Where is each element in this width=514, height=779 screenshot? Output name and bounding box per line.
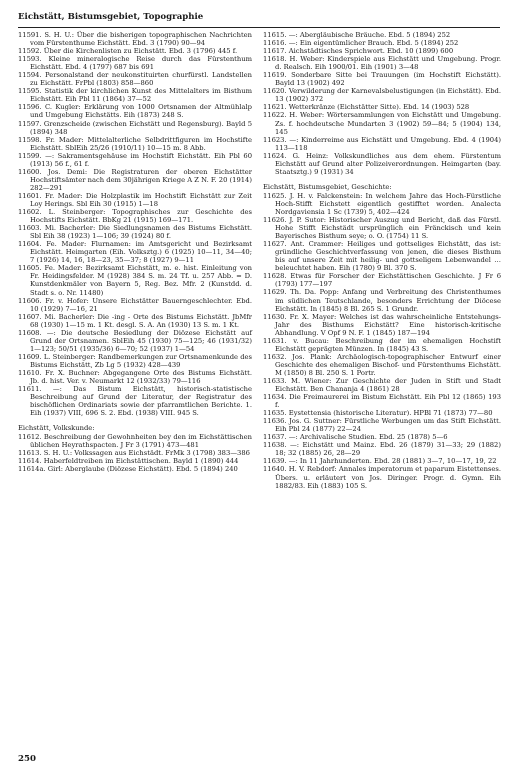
bibliography-entry: 11599. —: Sakramentsgehäuse im Hochstift Eichstätt. Eih Pbl 60 (1913) 56 f., 61 f. (18, 151, 252, 168)
bibliography-entry: 11610. Fr. X. Buchner: Abgegangene Orte des Bistums Eichstätt. Jb. d. hist. Ver. v. Neumarkt 12 (1932/33) 79—116 (18, 368, 252, 386)
bibliography-entry: 11632. Jos. Plank: Archäologisch-topographischer Entwurf einer Geschichte des ehemaligen Bischof- und Fürstenthums Eichstätt. M (1850) 8 Bl. 250 S. 1 Portr. (263, 352, 501, 377)
bibliography-entry: 11619. Sonderbare Sitte bei Trauungen (im Hochstift Eichstätt). Bayld 13 (1902) 492 (263, 71, 501, 88)
bibliography-entry: 11618. H. Weber: Kinderspiele aus Eichstätt und Umgebung. Progr. d. Realsch. Eih 1900/01. Eih (1901) 3—48 (263, 55, 501, 72)
bibliography-entry: 11615. —: Abergläubische Bräuche. Ebd. 5 (1894) 252 (263, 31, 451, 39)
bibliography-entry: 11595. Statistik der kirchlichen Kunst des Mittelalters im Bisthum Eichstätt. Eih Pbl 11 (1864) 37—52 (18, 87, 252, 104)
left-column (18, 31, 252, 474)
bibliography-entry: 11596. C. Kugler: Erklärung von 1000 Ortsnamen der Altmühlalp und Umgebung Eichstätts. Eih (1873) 248 S. (18, 103, 252, 120)
bibliography-entry: 11598. Fr. Mader: Mittelalterliche Selbdrittfiguren im Hochstifte Eichstätt. SblEih 25/26 (1910/11) 10—15 m. 8 Abb. (18, 135, 252, 152)
header-rule (18, 27, 500, 28)
bibliography-entry: 11638. —: Eichstätt und Mainz. Ebd. 26 (1879) 31—33; 29 (1882) 18; 32 (1885) 26, 28—29 (263, 441, 501, 458)
running-header: Eichstätt, Bistumsgebiet, Topographie (18, 12, 204, 22)
bibliography-entry: 11608. —: Die deutsche Besiedlung der Diözese Eichstätt auf Grund der Ortsnamen. SblEih 45 (1930) 75—125; 46 (1931/32) 1—123; 50/51 (1935/36) 6—70; 52 (1937) 1—54 (18, 328, 252, 353)
right-entry-list-2 (263, 192, 501, 490)
bibliography-entry: 11592. Über die Kirchenlisten zu Eichstätt. Ebd. 3 (1796) 445 f. (18, 47, 238, 56)
right-entry-list (263, 31, 501, 176)
bibliography-entry: 11603. Mi. Bacherler: Die Siedlungsnamen des Bistums Eichstätt. Sbl Eih 38 (1923) 1—106; 39 (1924) 80 f. (18, 224, 252, 241)
bibliography-entry: 11605. Fe. Mader: Bezirksamt Eichstätt, m. e. hist. Einleitung von Fr. Heidingsfelder. M (1928) 384 S. m. 24 Tf. u. 257 Abb. = D. Kunstdenkmäler von Bayern 5, Reg. Bez. Mfr. 2 (Kunstdd. d. Stadt s. o. Nr. 11480) (18, 264, 252, 297)
right-column (263, 31, 501, 490)
bibliography-entry: 11609. L. Steinberger: Randbemerkungen zur Ortsnamenkunde des Bistums Eichstätt, Zb Lg 5 (1932) 428—439 (18, 352, 252, 369)
bibliography-entry: 11617. Aichstädtisches Sprichwort. Ebd. 10 (1899) 600 (263, 47, 454, 56)
bibliography-entry: 11614. Haberfeldtreiben im Eichstättischen. Bayld 1 (1890) 444 (18, 457, 239, 466)
bibliography-entry: 11594. Personalstand der neukonstituirten churfürstl. Landstellen zu Eichstätt. FrPbl (1803) 858—860 (18, 71, 252, 88)
bibliography-entry: 11597. Grenzscheide (zwischen Eichstätt und Regensburg). Bayld 5 (1894) 348 (18, 119, 252, 136)
bibliography-entry: 11626. J. P. Sutor: Historischer Auszug und Bericht, daß das Fürstl. Hohe Stifft Eichstädt ursprünglich ein Fränckisch und kein Bayerisches Bisthum seye; o. O. (1754) 11 S. (263, 216, 501, 241)
section-heading-geschichte: Eichstätt, Bistumsgebiet, Geschichte: (263, 182, 392, 191)
bibliography-entry: 11620. Verwilderung der Karnevalsbelustigungen (in Eichstätt). Ebd. 13 (1902) 372 (263, 87, 501, 104)
bibliography-entry: 11606. Fr. v. Hofer: Unsere Eichstätter Bauerngeschlechter. Ebd. 10 (1929) 7—16, 21 (18, 296, 252, 313)
bibliography-entry: 11634. Die Freimaurerei im Bistum Eichstätt. Eih Pbl 12 (1865) 193 f. (263, 393, 501, 410)
bibliography-entry: 11635. Eystettensia (historische Literatur). HPBl 71 (1873) 77—80 (263, 409, 493, 418)
bibliography-entry: 11613. S. H. U.: Volkssagen aus Eichstädt. FrMk 3 (1798) 383—386 (18, 449, 250, 458)
bibliography-entry: 11612. Beschreibung der Gewohnheiten bey den im Eichstättischen üblichen Heyrathspacten. J Fr 3 (1791) 473—481 (18, 433, 252, 450)
bibliography-entry: 11621. Wetterkränze (Eichstätter Sitte). Ebd. 14 (1903) 528 (263, 103, 470, 112)
bibliography-entry: 11601. Fr. Mader: Die Holzplastik im Hochstift Eichstätt zur Zeit Loy Herings. Sbl Eih 30 (1915) 1—18 (18, 191, 252, 208)
bibliography-entry: 11625. J. H. v. Falckenstein: In welchem Jahre das Hoch-Fürstliche Hoch-Stifft Eichstett eigentlich gestifftet worden. Analecta Nordgaviensia 1 Sc (1739) 5, 402—424 (263, 191, 501, 216)
bibliography-entry: 11628. Etwas für Forscher der Eichstättischen Geschichte. J Fr 6 (1793) 177—197 (263, 272, 501, 289)
bibliography-entry: 11633. M. Wiener: Zur Geschichte der Juden in Stift und Stadt Eichstätt. Ben Chananja 4 (1861) 28 (263, 376, 501, 394)
bibliography-entry: 11607. Mi. Bacherler: Die -ing - Orte des Bistums Eichstätt. JbMfr 68 (1930) 1—15 m. 1 Kt. desgl. S. A. An (1930) 13 S. m. 1 Kt. (18, 312, 252, 329)
bibliography-entry: 11629. Th. Da. Popp: Anfang und Verbreitung des Christenthumes im südlichen Teutschlande, besonders Errichtung der Diöcese Eichstätt. In (1845) 8 Bl. 265 S. 1 Grundr. (263, 288, 501, 313)
bibliography-entry: 11636. Jos. G. Suttner: Fürstliche Werbungen um das Stift Eichstätt. Eih Pbl 24 (1877) 22—24 (263, 417, 501, 434)
bibliography-entry: 11591. S. H. U.: Über die bisherigen topographischen Nachrichten vom Fürstenthume Eichstätt. Ebd. 3 (1790) 90—94 (18, 31, 252, 48)
bibliography-entry: 11600. Jos. Demi: Die Registraturen der oberen Eichstätter Hochstiftsämter nach dem 30jährigen Kriege A Z N. F. 20 (1914) 282—291 (18, 167, 252, 192)
bibliography-entry: 11602. L. Steinberger: Topographisches zur Geschichte des Hochstifts Eichstätt. BbKg 21 (1915) 169—171. (18, 208, 252, 225)
bibliography-entry: 11630. Fr. X. Mayer: Welches ist das wahrscheinliche Entstehungs-Jahr des Bisthums Eichstätt? Eine historisch-kritische Abhandlung. V Opf 9 N. F. 1 (1845) 187—194 (263, 312, 501, 337)
bibliography-entry: 11631. v. Bucau: Beschreibung der im ehemaligen Hochstift Eichstätt geprägten Münzen. In (1845) 43 S. (263, 336, 501, 353)
bibliography-entry: 11637. —: Archivalische Studien. Ebd. 25 (1878) 5—6 (263, 433, 448, 442)
bibliography-entry: 11623. —: Kinderreime aus Eichstätt und Umgebung. Ebd. 4 (1904) 113—118 (263, 135, 501, 152)
bibliography-entry: 11624. G. Heinz: Volkskundliches aus dem ehem. Fürstentum Eichstätt auf Grund alter Polizeiverordnungen. Heimgarten (bay. Staatsztg.) 9 (1931) 34 (263, 151, 501, 176)
section-heading-volkskunde: Eichstätt, Volkskunde: (18, 424, 95, 433)
bibliography-entry: 11593. Kleine mineralogische Reise durch das Fürstenthum Eichstätt. Ebd. 4 (1797) 687 bis 691 (18, 55, 252, 72)
bibliography-entry: 11614a. Girl: Aberglaube (Diözese Eichstätt). Ebd. 5 (1894) 240 (18, 465, 238, 474)
left-entry-list (18, 31, 252, 417)
bibliography-entry: 11616. —: Ein eigentümlicher Brauch. Ebd. 5 (1894) 252 (263, 39, 459, 48)
bibliography-entry: 11640. H. V. Rebdorf: Annales imperatorum et paparum Eistettenses. Übers. u. erläutert von Jos. Diringer. Progr. d. Gymn. Eih 1882/83. Eih (1883) 105 S. (263, 465, 501, 490)
left-entry-list-2 (18, 433, 252, 473)
bibliography-entry: 11639. —: In 11 Jahrhunderten. Ebd. 28 (1881) 3—7, 10—17, 19, 22 (263, 457, 497, 466)
page-number: 250 (18, 754, 36, 764)
bibliography-entry: 11627. Ant. Crammer: Heiliges und gottseliges Eichstätt, das ist: gründliche Geschichtverfassung von jenen, die dieses Bisthum bis auf unsere Zeit mit heilig- und gottseligem Lebenwandel … beleuchtet haben. Eih (1780) 9 Bl. 370 S. (263, 240, 501, 273)
bibliography-entry: 11622. H. Weber: Wörtersammlungen von Eichstätt und Umgebung. Zs. f. hochdeutsche Mundarten 3 (1902) 59—84; 5 (1904) 134, 145 (263, 111, 501, 136)
bibliography-entry: 11611. —: Das Bistum Eichstätt, historisch-statistische Beschreibung auf Grund der Literatur, der Registratur des bischöflichen Ordinariats sowie der pfarramtlichen Berichte. 1. Eih (1937) VIII, 696 S. 2. Ebd. (1938) VIII. 945 S. (18, 385, 252, 418)
bibliography-entry: 11604. Fe. Mader: Flurnamen: im Amtsgericht und Bezirksamt Eichstätt. Heimgarten (Eih. Volksztg.) 6 (1925) 10—11, 34—40; 7 (1926) 14, 16, 18—23, 35—37; 8 (1927) 9—11 (18, 240, 252, 265)
